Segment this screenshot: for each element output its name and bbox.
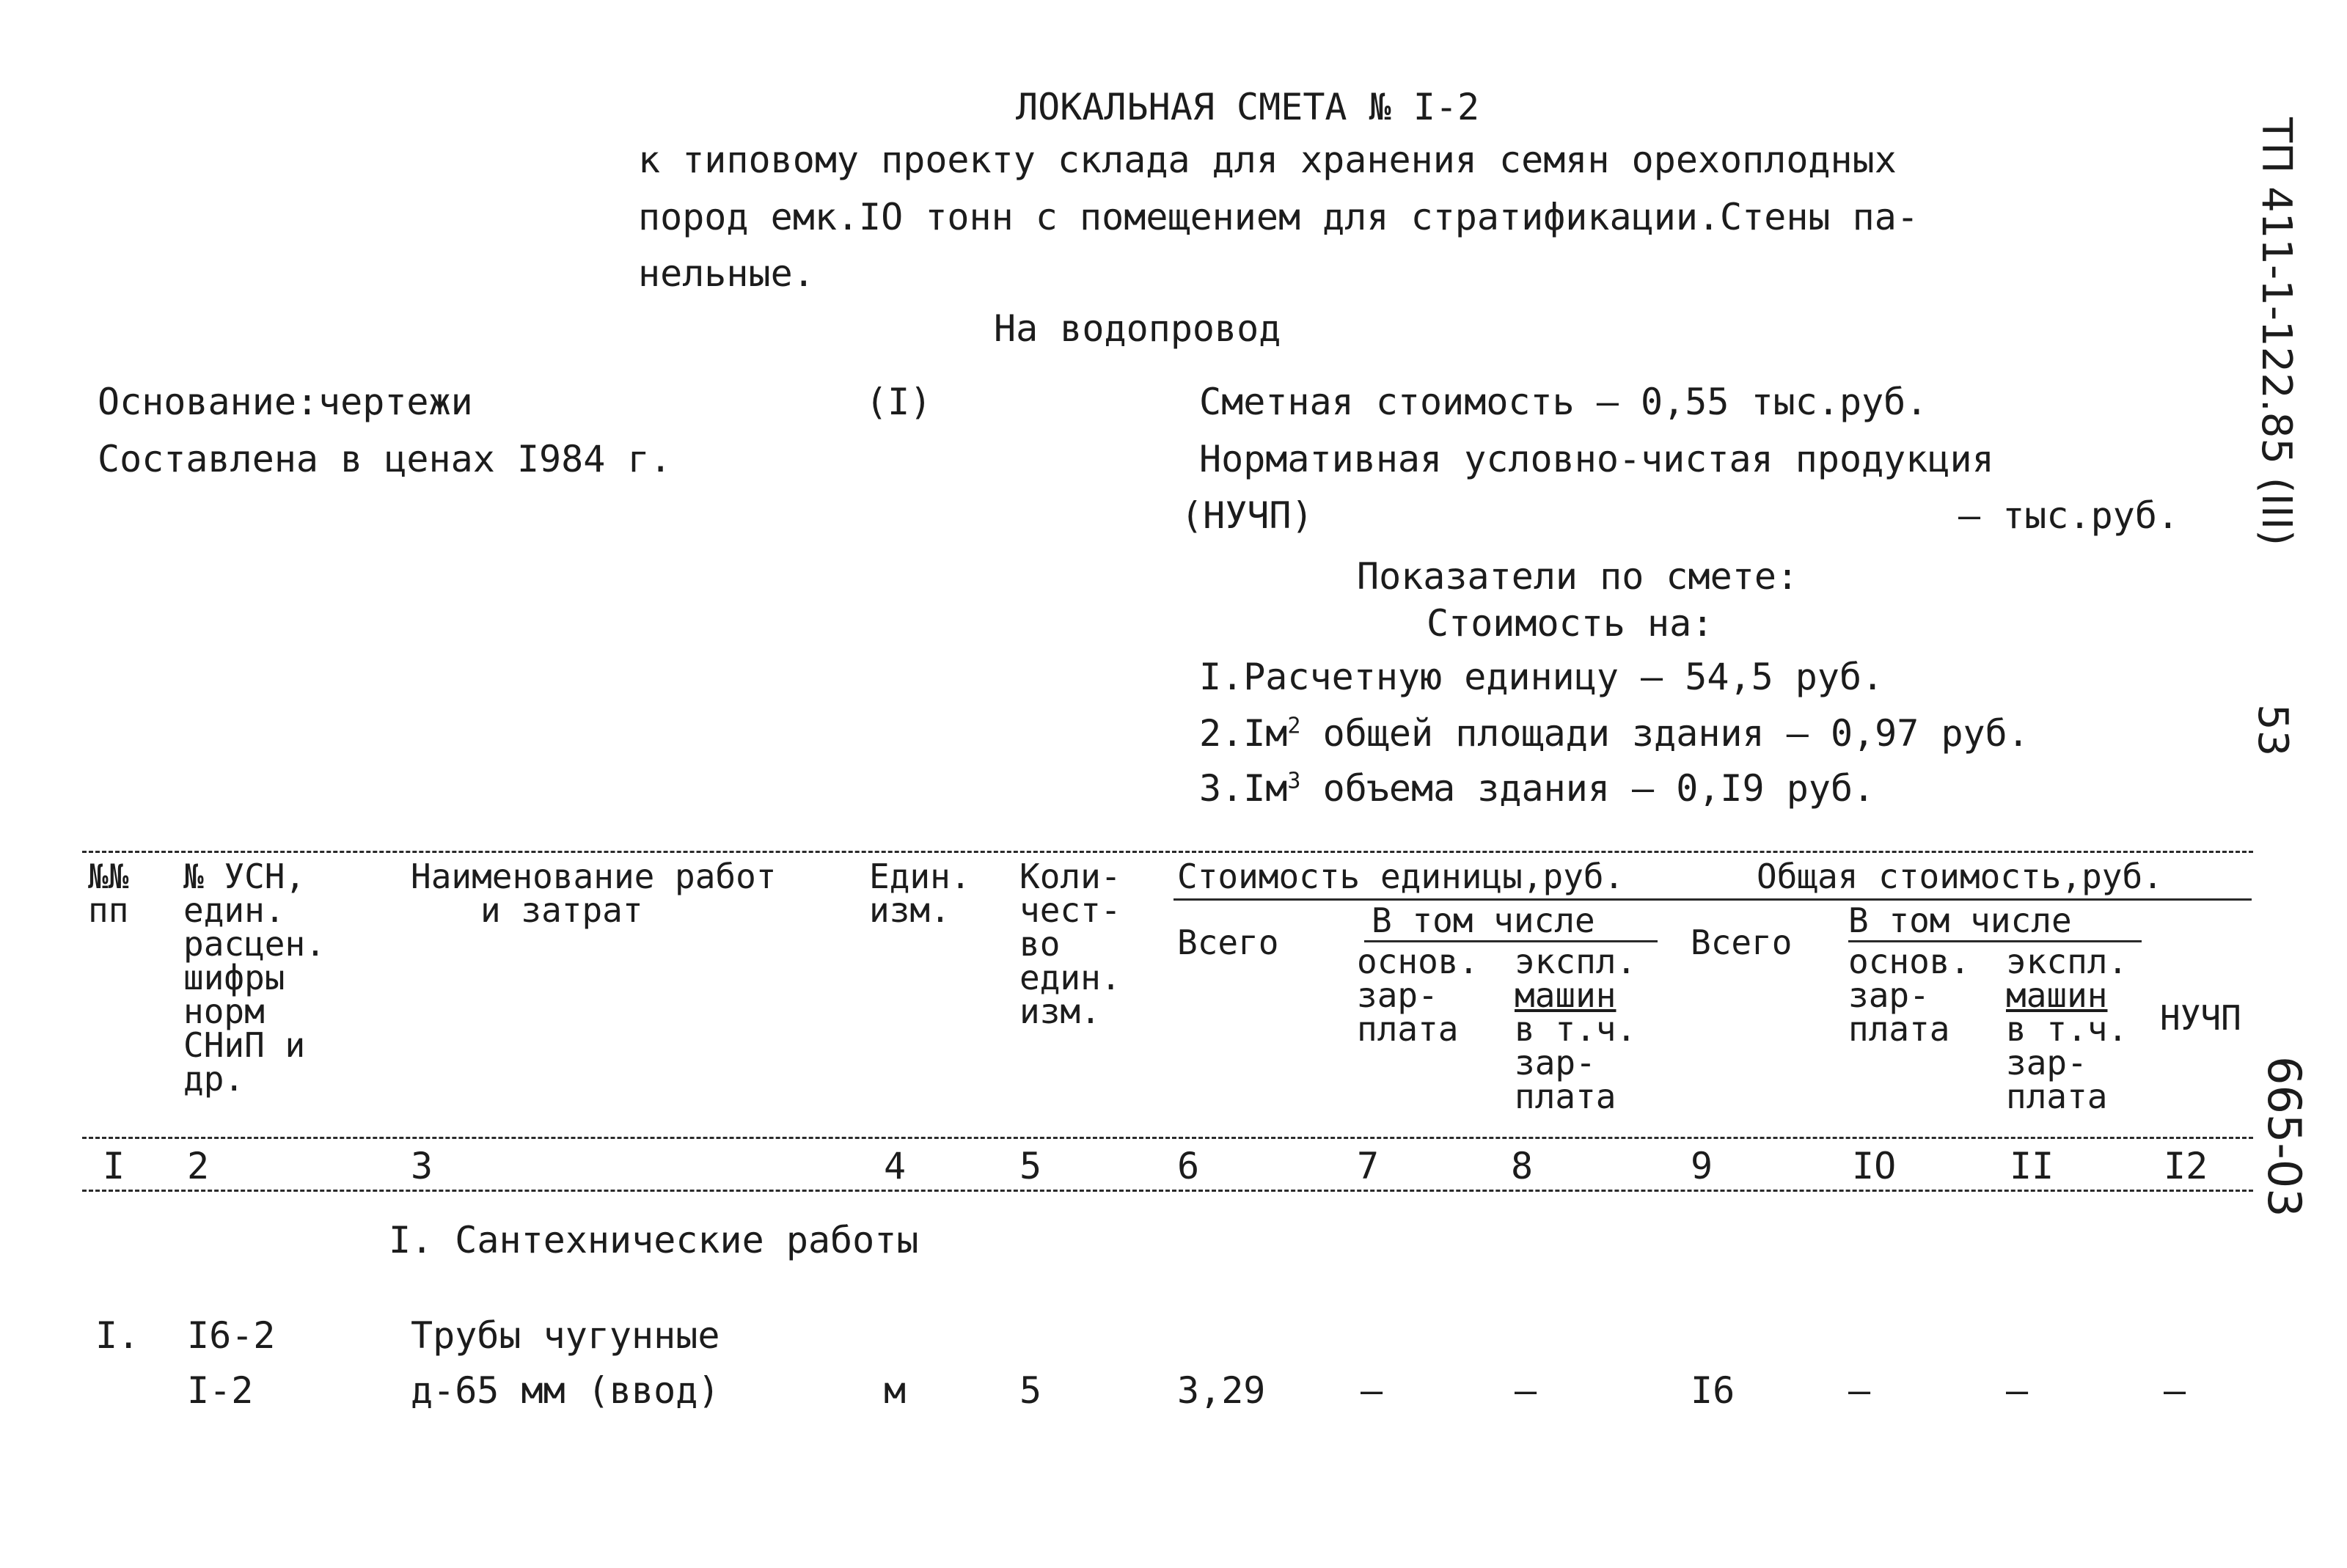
col-name-line-2: и затрат	[480, 890, 643, 930]
row-total-wage: –	[1848, 1369, 1871, 1412]
row-name-2: д-65 мм (ввод)	[411, 1369, 720, 1412]
col-usn-line-5: норм	[183, 992, 265, 1031]
unit-incl-header: В том числе	[1372, 901, 1595, 940]
row-code-1: I6-2	[187, 1314, 276, 1357]
unit-wage-line-2: зар-	[1357, 975, 1438, 1015]
indicator-2-rest: общей площади здания – 0,97 руб.	[1300, 712, 2029, 755]
nuchp-line: Нормативная условно-чистая продукция	[1199, 438, 1994, 480]
indicator-2	[1199, 713, 2029, 755]
total-mach-line-3: в т.ч.	[2006, 1009, 2128, 1049]
col-unit-line-2: изм.	[869, 890, 951, 930]
col-number-11: II	[2010, 1145, 2054, 1187]
total-mach-line-2: машин	[2006, 975, 2108, 1015]
row-unit-wage: –	[1361, 1369, 1383, 1412]
row-name-1: Трубы чугунные	[411, 1314, 720, 1357]
row-unit: м	[884, 1369, 907, 1412]
total-mach-header	[2006, 942, 2128, 1116]
indicator-3	[1199, 768, 1875, 810]
unit-total-header: Всего	[1177, 923, 1279, 962]
row-quantity: 5	[1019, 1369, 1042, 1412]
col-usn-line-7: др.	[183, 1059, 245, 1099]
nuchp-abbr: (НУЧП)	[1181, 494, 1314, 537]
col-no-line-2: пп	[88, 890, 129, 930]
col-no-line-1: №№	[88, 857, 129, 896]
col-number-3: 3	[411, 1145, 433, 1187]
col-usn-line-4: шифры	[183, 958, 285, 997]
unit-mach-line-4: зар-	[1515, 1043, 1596, 1082]
total-mach-line-4: зар-	[2006, 1043, 2087, 1082]
indicator-1: I.Расчетную единицу – 54,5 руб.	[1199, 656, 1884, 698]
col-number-10: IO	[1852, 1145, 1897, 1187]
col-number-9: 9	[1691, 1145, 1713, 1187]
total-cost-group-header: Общая стоимость,руб.	[1757, 857, 2163, 896]
header-bottom-line	[82, 1137, 2253, 1139]
unit-cost-group-header: Стоимость единицы,руб.	[1177, 857, 1625, 896]
row-nuchp: –	[2164, 1369, 2186, 1412]
side-document-number: 665-03	[2258, 1056, 2311, 1217]
unit-mach-line-3: в т.ч.	[1515, 1009, 1637, 1049]
prices-text: Составлена в ценах I984 г.	[98, 438, 672, 480]
indicator-2-sup: 2	[1287, 713, 1301, 739]
row-number: I.	[95, 1314, 140, 1357]
numbering-bottom-line	[82, 1190, 2253, 1192]
col-unit-header	[869, 857, 971, 930]
unit-wage-line-1: основ.	[1357, 942, 1479, 981]
row-total: I6	[1691, 1369, 1735, 1412]
col-qty-header	[1019, 857, 1121, 1031]
total-wage-line-2: зар-	[1848, 975, 1930, 1015]
description-line-2: пород емк.IO тонн с помещением для стратификации.Стены па-	[638, 196, 1919, 238]
total-incl-header: В том числе	[1848, 901, 2072, 940]
unit-mach-header	[1515, 942, 1637, 1116]
indicator-3-sup: 3	[1287, 768, 1301, 794]
description-line-3: нельные.	[638, 252, 815, 295]
col-usn-line-6: СНиП и	[183, 1025, 306, 1065]
total-mach-line-5: плата	[2006, 1077, 2108, 1116]
basis-text: Основание:чертежи	[98, 381, 473, 423]
nuchp-header: НУЧП	[2160, 998, 2241, 1038]
col-usn-line-1: № УСН,	[183, 857, 306, 896]
nuchp-value: – тыс.руб.	[1958, 494, 2180, 537]
total-mach-line-1: экспл.	[2006, 942, 2128, 981]
total-wage-header	[1848, 942, 1971, 1049]
row-unit-mach: –	[1515, 1369, 1537, 1412]
col-number-6: 6	[1177, 1145, 1200, 1187]
col-number-8: 8	[1511, 1145, 1534, 1187]
estimate-cost: Сметная стоимость – 0,55 тыс.руб.	[1199, 381, 1928, 423]
col-number-7: 7	[1357, 1145, 1380, 1187]
col-number-2: 2	[187, 1145, 210, 1187]
col-qty-line-3: во	[1019, 924, 1061, 964]
indicator-2-text: 2.Iм	[1199, 712, 1288, 755]
row-unit-total: 3,29	[1177, 1369, 1266, 1412]
col-qty-line-2: чест-	[1019, 890, 1121, 930]
description-line-1: к типовому проекту склада для хранения семян орехоплодных	[638, 139, 1897, 181]
col-name-header	[411, 857, 777, 930]
col-number-1: I	[103, 1145, 125, 1187]
unit-wage-header	[1357, 942, 1479, 1049]
unit-mach-line-5: плата	[1515, 1077, 1616, 1116]
col-qty-line-5: изм.	[1019, 992, 1101, 1031]
total-total-header: Всего	[1691, 923, 1793, 962]
page-title: ЛОКАЛЬНАЯ СМЕТА № I-2	[1016, 86, 1480, 128]
col-usn-line-3: расцен.	[183, 924, 326, 964]
indicator-3-rest: объема здания – 0,I9 руб.	[1300, 767, 1875, 810]
unit-mach-line-2: машин	[1515, 975, 1616, 1015]
cost-on-label: Стоимость на:	[1427, 602, 1714, 645]
indicator-3-text: 3.Iм	[1199, 767, 1288, 810]
col-usn-line-2: един.	[183, 890, 285, 930]
indicators-title: Показатели по смете:	[1357, 555, 1799, 598]
side-page-number: 53	[2249, 704, 2296, 757]
total-wage-line-3: плата	[1848, 1009, 1950, 1049]
side-project-code: ТП 411-1-122.85 (III)	[2252, 117, 2300, 546]
total-wage-line-1: основ.	[1848, 942, 1971, 981]
row-total-mach: –	[2006, 1369, 2029, 1412]
row-code-2: I-2	[187, 1369, 254, 1412]
col-usn-header	[183, 857, 326, 1099]
col-name-line-1: Наименование работ	[411, 857, 777, 896]
col-unit-line-1: Един.	[869, 857, 971, 896]
mark-label: (I)	[865, 381, 932, 423]
unit-wage-line-3: плата	[1357, 1009, 1459, 1049]
col-number-4: 4	[884, 1145, 907, 1187]
estimate-subject: На водопровод	[994, 307, 1281, 350]
col-number-5: 5	[1019, 1145, 1042, 1187]
col-qty-line-4: един.	[1019, 958, 1121, 997]
table-top-line	[82, 851, 2253, 853]
unit-cost-underline	[1174, 898, 2252, 901]
col-qty-line-1: Коли-	[1019, 857, 1121, 896]
section-title: I. Сантехнические работы	[389, 1219, 919, 1261]
col-number-12: I2	[2164, 1145, 2208, 1187]
col-no-header	[88, 857, 129, 930]
unit-mach-line-1: экспл.	[1515, 942, 1637, 981]
